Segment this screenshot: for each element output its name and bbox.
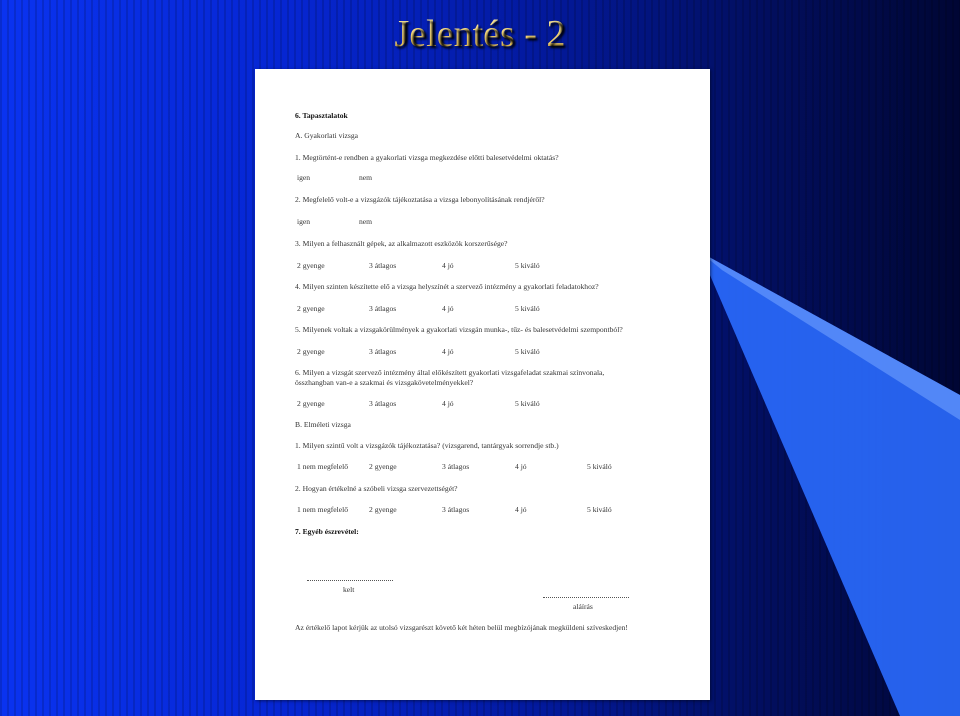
answer-option: 4 jó — [442, 261, 454, 270]
answer-option: 3 átlagos — [369, 347, 397, 356]
answer-option: nem — [359, 217, 373, 226]
signature-label: aláírás — [573, 602, 593, 611]
answer-option: 5 kiváló — [515, 399, 540, 408]
swoosh-shape — [700, 252, 960, 716]
answer-option: nem — [359, 173, 373, 182]
answer-option: 3 átlagos — [442, 462, 470, 471]
question-b1: 1. Milyen szintű volt a vizsgázók tájékoztatása? (vizsgarend, tantárgyak sorrendje stb.) — [295, 441, 559, 450]
answer-option: 3 átlagos — [442, 505, 470, 514]
answer-option: 5 kiváló — [515, 347, 540, 356]
answer-option: 5 kiváló — [587, 505, 612, 514]
answer-option: 4 jó — [442, 347, 454, 356]
answer-option: igen — [297, 173, 311, 182]
question-a1: 1. Megtörtént-e rendben a gyakorlati vizsga megkezdése előtti balesetvédelmi oktatás? — [295, 153, 559, 162]
slide-title: Jelentés - 2 — [0, 12, 960, 56]
section-7-heading: 7. Egyéb észrevétel: — [295, 527, 359, 536]
scanned-document-page — [255, 69, 710, 700]
question-a6-line1: 6. Milyen a vizsgát szervező intézmény által előkészített gyakorlati vizsgafeladat szakmai színvonala, — [295, 368, 605, 377]
answer-option: 4 jó — [442, 399, 454, 408]
answer-option: igen — [297, 217, 311, 226]
answer-option: 2 gyenge — [369, 462, 397, 471]
part-b-heading: B. Elméleti vizsga — [295, 420, 351, 429]
date-line — [307, 580, 393, 581]
question-a3: 3. Milyen a felhasznált gépek, az alkalmazott eszközök korszerűsége? — [295, 239, 508, 248]
question-a5: 5. Milyenek voltak a vizsgakörülmények a gyakorlati vizsgán munka-, tűz- és balesetvédelmi szempontból? — [295, 325, 623, 334]
date-label: kelt — [343, 585, 355, 594]
answer-option: 3 átlagos — [369, 261, 397, 270]
answer-option: 5 kiváló — [587, 462, 612, 471]
answer-option: 4 jó — [515, 505, 527, 514]
answer-option: 2 gyenge — [369, 505, 397, 514]
section-6-heading: 6. Tapasztalatok — [295, 111, 348, 120]
answer-option: 5 kiváló — [515, 261, 540, 270]
answer-option: 5 kiváló — [515, 304, 540, 313]
question-a4: 4. Milyen szinten készítette elő a vizsga helyszínét a szervező intézmény a gyakorlati feladatokhoz? — [295, 282, 599, 291]
footer-instruction: Az értékelő lapot kérjük az utolsó vizsgarészt követő két héten belül megbízójának megküldeni szíveskedjen! — [295, 623, 628, 632]
answer-option: 3 átlagos — [369, 304, 397, 313]
signature-line — [543, 597, 629, 598]
answer-option: 3 átlagos — [369, 399, 397, 408]
part-a-heading: A. Gyakorlati vizsga — [295, 131, 359, 140]
answer-option: 2 gyenge — [297, 261, 325, 270]
answer-option: 2 gyenge — [297, 399, 325, 408]
answer-option: 4 jó — [442, 304, 454, 313]
answer-option: 2 gyenge — [297, 304, 325, 313]
answer-option: 4 jó — [515, 462, 527, 471]
question-a2: 2. Megfelelő volt-e a vizsgázók tájékoztatása a vizsga lebonyolításának rendjéről? — [295, 195, 545, 204]
question-a6-line2: összhangban van-e a szakmai és vizsgakövetelményekkel? — [295, 378, 474, 387]
answer-option: 1 nem megfelelő — [297, 505, 349, 514]
answer-option: 2 gyenge — [297, 347, 325, 356]
answer-option: 1 nem megfelelő — [297, 462, 349, 471]
question-b2: 2. Hogyan értékelné a szóbeli vizsga szervezettségét? — [295, 484, 458, 493]
